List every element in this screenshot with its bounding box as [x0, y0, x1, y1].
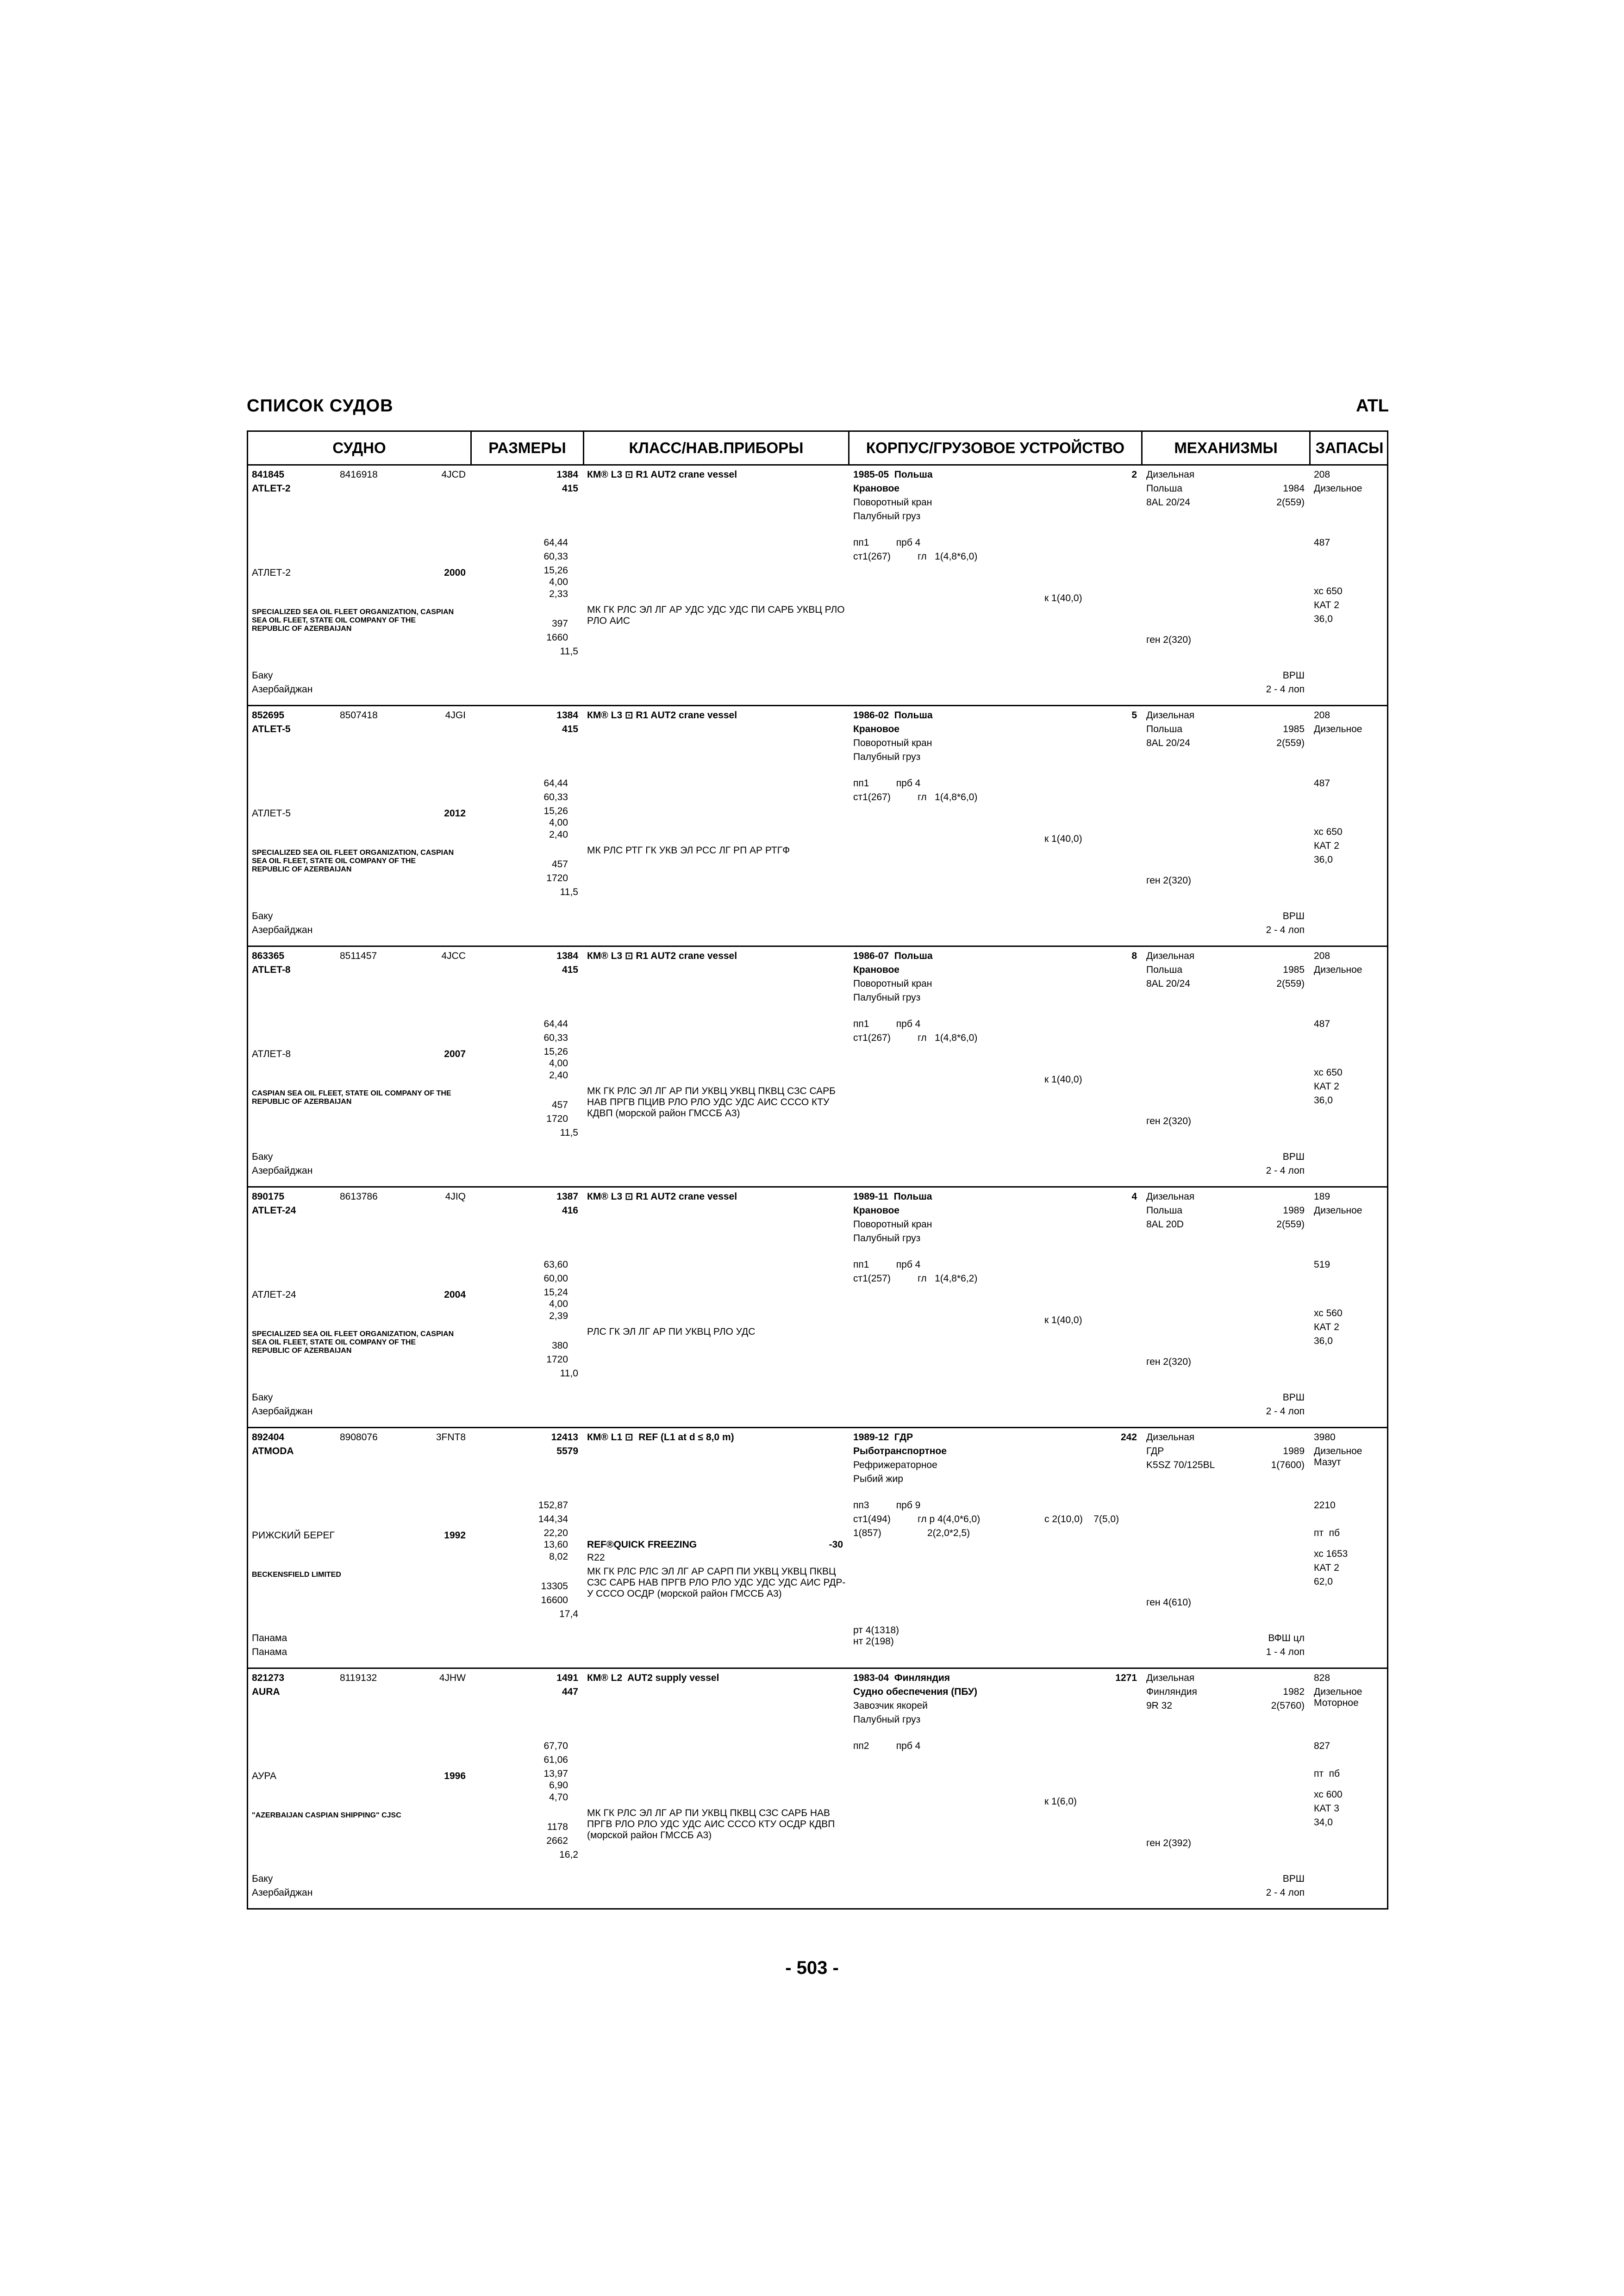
- fuel-capacity: 208: [1314, 469, 1330, 480]
- dim-lbp: 61,06: [543, 1755, 568, 1765]
- dim-length: 64,44: [543, 1019, 568, 1029]
- holds: пп1 прб 4: [853, 1019, 921, 1029]
- engine-power: 2(5760): [1271, 1700, 1305, 1711]
- cargo-2: Палубный груз: [853, 752, 921, 762]
- propeller: ВРШ: [1282, 1873, 1305, 1884]
- water-capacity: 2210: [1314, 1500, 1336, 1511]
- ship-name: AURA: [252, 1686, 280, 1697]
- propeller-blades: 2 - 4 лоп: [1266, 684, 1305, 695]
- crew-accommodation: хс 650: [1314, 1067, 1343, 1078]
- gross-tonnage: 1384: [556, 710, 578, 721]
- gross-tonnage: 1387: [556, 1191, 578, 1202]
- holds-2: ст1(257) гл 1(4,8*6,2): [853, 1273, 978, 1284]
- flag: Азербайджан: [252, 1887, 313, 1898]
- reg-number: 892404: [252, 1432, 285, 1443]
- dim-length: 67,70: [543, 1741, 568, 1751]
- aux-machinery: рт 4(1318) нт 2(198): [853, 1625, 899, 1647]
- crane: к 1(40,0): [1044, 834, 1082, 844]
- crane: к 1(40,0): [1044, 593, 1082, 604]
- home-port: Баку: [252, 670, 273, 681]
- endurance: 36,0: [1314, 854, 1333, 865]
- net-tonnage: 415: [562, 483, 578, 494]
- holds: пп3 прб 9: [853, 1500, 921, 1511]
- home-port: Панама: [252, 1633, 287, 1643]
- engine-power: 2(559): [1276, 738, 1305, 748]
- dim-length: 152,87: [538, 1500, 568, 1511]
- engine-power: 2(559): [1276, 978, 1305, 989]
- imo-number: 8416918: [340, 469, 378, 480]
- engine-model: 8AL 20/24: [1146, 978, 1190, 989]
- col-stores: ЗАПАСЫ: [1315, 439, 1384, 456]
- owner: SPECIALIZED SEA OIL FLEET ORGANIZATION, CASPIAN SEA OIL FLEET, STATE OIL COMPANY OF THE REPUBLIC OF AZERBAIJAN: [252, 1330, 454, 1355]
- speed: 11,0: [560, 1368, 578, 1379]
- fuel-capacity: 189: [1314, 1191, 1330, 1202]
- class-extra: R22: [587, 1552, 605, 1563]
- fuel-type: Дизельное: [1314, 724, 1362, 734]
- owner: SPECIALIZED SEA OIL FLEET ORGANIZATION, CASPIAN SEA OIL FLEET, STATE OIL COMPANY OF THE REPUBLIC OF AZERBAIJAN: [252, 849, 454, 873]
- former-name: АУРА: [252, 1771, 277, 1781]
- ship-name: ATLET-2: [252, 483, 291, 494]
- ship-type: Крановое: [853, 964, 899, 975]
- dim-lbp: 60,33: [543, 551, 568, 562]
- engine-type: Дизельная: [1146, 1191, 1195, 1202]
- engine-year: 1985: [1283, 964, 1305, 975]
- col-dimensions: РАЗМЕРЫ: [488, 439, 566, 456]
- fuel-capacity: 828: [1314, 1673, 1330, 1683]
- imo-number: 8613786: [340, 1191, 378, 1202]
- flag: Панама: [252, 1647, 287, 1657]
- ship-record: [248, 1188, 1387, 1428]
- holds: пп1 прб 4: [853, 1259, 921, 1270]
- cargo-1: Поворотный кран: [853, 1219, 932, 1230]
- former-name: РИЖСКИЙ БЕРЕГ: [252, 1530, 335, 1541]
- col-machinery: МЕХАНИЗМЫ: [1174, 439, 1278, 456]
- engine-year: 1985: [1283, 724, 1305, 734]
- generators: ген 2(320): [1146, 1356, 1192, 1367]
- home-port: Баку: [252, 1151, 273, 1162]
- ship-name: ATLET-8: [252, 964, 291, 975]
- speed: 11,5: [560, 646, 578, 657]
- imo-number: 8511457: [340, 951, 377, 961]
- dim-depth: 13,60: [543, 1539, 568, 1550]
- propeller-blades: 2 - 4 лоп: [1266, 1887, 1305, 1898]
- engine-type: Дизельная: [1146, 951, 1195, 961]
- fuel-type: Дизельное Моторное: [1314, 1686, 1362, 1708]
- ship-name: ATLET-24: [252, 1205, 296, 1216]
- sub-class: REF®QUICK FREEZING: [587, 1539, 697, 1550]
- dim-beam: 15,26: [543, 806, 568, 816]
- call-sign: 4JIQ: [445, 1191, 466, 1202]
- dim-depth: 6,90: [549, 1780, 568, 1791]
- engine-model: K5SZ 70/125BL: [1146, 1460, 1215, 1470]
- dim-depth: 4,00: [549, 577, 568, 587]
- engine-model: 8AL 20/24: [1146, 497, 1190, 508]
- engine-type: Дизельная: [1146, 1432, 1195, 1443]
- class-notation: КМ® L1 ⊡ REF (L1 at d ≤ 8,0 m): [587, 1432, 734, 1443]
- dim-beam: 15,26: [543, 1046, 568, 1057]
- endurance: 62,0: [1314, 1576, 1333, 1587]
- home-port: Баку: [252, 1873, 273, 1884]
- engine-country: Польша: [1146, 1205, 1183, 1216]
- dim-beam: 22,20: [543, 1528, 568, 1538]
- speed: 17,4: [559, 1609, 578, 1619]
- reg-number: 841845: [252, 469, 285, 480]
- home-port: Баку: [252, 911, 273, 921]
- category: КАТ 2: [1314, 1562, 1339, 1573]
- water-capacity: 827: [1314, 1741, 1330, 1751]
- propeller: ВРШ: [1282, 670, 1305, 681]
- cargo-1: Завозчик якорей: [853, 1700, 928, 1711]
- endurance: 34,0: [1314, 1817, 1333, 1828]
- holds-2: ст1(267) гл 1(4,8*6,0): [853, 792, 978, 803]
- engine-year: 1984: [1283, 483, 1305, 494]
- engine-type: Дизельная: [1146, 1673, 1195, 1683]
- hull-number: 1271: [1115, 1673, 1137, 1683]
- generators: ген 2(392): [1146, 1838, 1192, 1848]
- propeller-blades: 2 - 4 лоп: [1266, 925, 1305, 935]
- engine-year: 1989: [1283, 1205, 1305, 1216]
- propeller: ВРШ: [1282, 911, 1305, 921]
- former-name-year: 2000: [444, 567, 466, 578]
- page-title: СПИСОК СУДОВ: [247, 396, 394, 416]
- ship-name: ATMODA: [252, 1446, 294, 1456]
- reg-number: 852695: [252, 710, 285, 721]
- speed: 16,2: [559, 1849, 578, 1860]
- crane: к 1(40,0): [1044, 1074, 1082, 1085]
- dim-draft: 4,70: [549, 1792, 568, 1803]
- ship-name: ATLET-5: [252, 724, 291, 734]
- water-capacity: 487: [1314, 778, 1330, 789]
- class-notation: КМ® L3 ⊡ R1 AUT2 crane vessel: [587, 1191, 737, 1202]
- class-notation: КМ® L3 ⊡ R1 AUT2 crane vessel: [587, 951, 737, 961]
- flag: Азербайджан: [252, 925, 313, 935]
- build-info: 1983-04 Финляндия: [853, 1673, 950, 1683]
- former-name: АТЛЕТ-5: [252, 808, 291, 819]
- cargo-2: Палубный груз: [853, 511, 921, 522]
- cargo-2: Палубный груз: [853, 1714, 921, 1725]
- dim-draft: 8,02: [549, 1551, 568, 1562]
- propeller-blades: 1 - 4 лоп: [1266, 1647, 1305, 1657]
- displacement: 16600: [541, 1595, 568, 1605]
- crew-accommodation: хс 650: [1314, 586, 1343, 597]
- deadweight: 397: [551, 618, 568, 629]
- dim-lbp: 60,00: [543, 1273, 568, 1284]
- former-name-year: 1992: [444, 1530, 466, 1541]
- engine-model: 8AL 20/24: [1146, 738, 1190, 748]
- crane: к 1(6,0): [1044, 1796, 1077, 1807]
- owner: BECKENSFIELD LIMITED: [252, 1571, 341, 1579]
- holds-2: ст1(267) гл 1(4,8*6,0): [853, 551, 978, 562]
- engine-country: ГДР: [1146, 1446, 1164, 1456]
- class-notation: КМ® L3 ⊡ R1 AUT2 crane vessel: [587, 710, 737, 721]
- crew-accommodation: хс 600: [1314, 1789, 1343, 1800]
- call-sign: 4JCC: [441, 951, 466, 961]
- crew-accommodation: хс 650: [1314, 827, 1343, 837]
- engine-country: Финляндия: [1146, 1686, 1197, 1697]
- holds: пп1 прб 4: [853, 778, 921, 789]
- former-name-year: 2012: [444, 808, 466, 819]
- table-header: [248, 432, 1387, 466]
- dim-depth: 4,00: [549, 817, 568, 828]
- dim-beam: 15,24: [543, 1287, 568, 1298]
- endurance: 36,0: [1314, 614, 1333, 624]
- net-tonnage: 5579: [556, 1446, 578, 1456]
- propeller: ВРШ: [1282, 1392, 1305, 1403]
- cargo-1: Поворотный кран: [853, 978, 932, 989]
- nav-equipment: МК ГК РЛС ЭЛ ЛГ АР ПИ УКВЦ УКВЦ ПКВЦ СЗС САРБ НАВ ПРГВ ПЦИВ РЛО РЛО УДС УДС АИС СССО КТУ КДВП (морской район ГМССБ А3): [587, 1086, 836, 1119]
- owner: CASPIAN SEA OIL FLEET, STATE OIL COMPANY OF THE REPUBLIC OF AZERBAIJAN: [252, 1089, 451, 1106]
- ship-record: [248, 947, 1387, 1188]
- dim-length: 63,60: [543, 1259, 568, 1270]
- dim-draft: 2,33: [549, 589, 568, 599]
- dim-depth: 4,00: [549, 1299, 568, 1309]
- generators: ген 4(610): [1146, 1597, 1192, 1608]
- fuel-type: Дизельное: [1314, 483, 1362, 494]
- gross-tonnage: 1384: [556, 951, 578, 961]
- dim-length: 64,44: [543, 537, 568, 548]
- col-hull: КОРПУС/ГРУЗОВОЕ УСТРОЙСТВО: [866, 439, 1125, 456]
- imo-number: 8507418: [340, 710, 378, 721]
- engine-model: 8AL 20D: [1146, 1219, 1184, 1230]
- dim-lbp: 60,33: [543, 792, 568, 803]
- former-name: АТЛЕТ-8: [252, 1049, 291, 1059]
- flag: Азербайджан: [252, 1165, 313, 1176]
- page-number: - 503 -: [785, 1958, 839, 1978]
- deadweight: 457: [551, 859, 568, 870]
- category: КАТ 2: [1314, 1322, 1339, 1332]
- hull-number: 4: [1131, 1191, 1137, 1202]
- home-port: Баку: [252, 1392, 273, 1403]
- build-info: 1989-12 ГДР: [853, 1432, 913, 1443]
- owner: SPECIALIZED SEA OIL FLEET ORGANIZATION, CASPIAN SEA OIL FLEET, STATE OIL COMPANY OF THE REPUBLIC OF AZERBAIJAN: [252, 608, 454, 633]
- class-notation: КМ® L2 AUT2 supply vessel: [587, 1673, 719, 1683]
- build-info: 1989-11 Польша: [853, 1191, 932, 1202]
- ship-type: Рыботранспортное: [853, 1446, 947, 1456]
- engine-power: 2(559): [1276, 497, 1305, 508]
- reg-number: 821273: [252, 1673, 285, 1683]
- engine-type: Дизельная: [1146, 710, 1195, 721]
- fuel-type: Дизельное: [1314, 1205, 1362, 1216]
- cargo-2: Палубный груз: [853, 1233, 921, 1244]
- net-tonnage: 415: [562, 964, 578, 975]
- imo-number: 8119132: [340, 1673, 377, 1683]
- reg-number: 890175: [252, 1191, 285, 1202]
- holds-2: ст1(494) гл р 4(4,0*6,0): [853, 1514, 981, 1524]
- crew-accommodation: хс 1653: [1314, 1549, 1348, 1559]
- displacement: 1720: [546, 1114, 568, 1124]
- dim-draft: 2,40: [549, 829, 568, 840]
- gross-tonnage: 12413: [551, 1432, 578, 1443]
- category: КАТ 2: [1314, 840, 1339, 851]
- nav-equipment: МК ГК РЛС ЭЛ ЛГ АР УДС УДС УДС ПИ САРБ УКВЦ РЛО РЛО АИС: [587, 604, 845, 626]
- gross-tonnage: 1491: [556, 1673, 578, 1683]
- endurance: 36,0: [1314, 1336, 1333, 1346]
- engine-power: 1(7600): [1271, 1460, 1305, 1470]
- category: КАТ 2: [1314, 600, 1339, 610]
- cargo-2: Палубный груз: [853, 992, 921, 1003]
- engine-year: 1982: [1283, 1686, 1305, 1697]
- build-info: 1986-07 Польша: [853, 951, 933, 961]
- dim-draft: 2,40: [549, 1070, 568, 1081]
- flag: Азербайджан: [252, 684, 313, 695]
- hull-number: 2: [1131, 469, 1137, 480]
- dim-draft: 2,39: [549, 1311, 568, 1321]
- reg-number: 863365: [252, 951, 285, 961]
- hull-number: 5: [1131, 710, 1137, 721]
- ship-type: Крановое: [853, 724, 899, 734]
- imo-number: 8908076: [340, 1432, 378, 1443]
- dim-lbp: 144,34: [538, 1514, 568, 1524]
- speed: 11,5: [560, 1127, 578, 1138]
- fuel-capacity: 208: [1314, 710, 1330, 721]
- deadweight: 1178: [547, 1822, 568, 1832]
- category: КАТ 2: [1314, 1081, 1339, 1092]
- hull-number: 242: [1120, 1432, 1137, 1443]
- fuel-capacity: 3980: [1314, 1432, 1336, 1443]
- ship-record: [248, 706, 1387, 947]
- dim-depth: 4,00: [549, 1058, 568, 1069]
- water-capacity: 487: [1314, 1019, 1330, 1029]
- cargo-2: Рыбий жир: [853, 1474, 903, 1484]
- ship-type: Крановое: [853, 483, 899, 494]
- gross-tonnage: 1384: [556, 469, 578, 480]
- crane: к 1(40,0): [1044, 1315, 1082, 1325]
- ship-type: Крановое: [853, 1205, 899, 1216]
- displacement: 1660: [546, 632, 568, 643]
- holds-2: ст1(267) гл 1(4,8*6,0): [853, 1033, 978, 1043]
- engine-year: 1989: [1283, 1446, 1305, 1456]
- engine-type: Дизельная: [1146, 469, 1195, 480]
- cargo-1: Поворотный кран: [853, 497, 932, 508]
- former-name: АТЛЕТ-24: [252, 1289, 296, 1300]
- col-class: КЛАСС/НАВ.ПРИБОРЫ: [629, 439, 804, 456]
- ship-record: [248, 1669, 1387, 1910]
- water-capacity: 487: [1314, 537, 1330, 548]
- engine-model: 9R 32: [1146, 1700, 1173, 1711]
- engine-country: Польша: [1146, 964, 1183, 975]
- fuel-type: Дизельное: [1314, 964, 1362, 975]
- propeller-blades: 2 - 4 лоп: [1266, 1165, 1305, 1176]
- nav-equipment: МК РЛС РТГ ГК УКВ ЭЛ РСС ЛГ РП АР РТГФ: [587, 845, 790, 856]
- propeller: ВРШ: [1282, 1151, 1305, 1162]
- ship-register-table: [247, 430, 1388, 1910]
- build-info: 1985-05 Польша: [853, 469, 933, 480]
- dim-length: 64,44: [543, 778, 568, 789]
- crew-accommodation: хс 560: [1314, 1308, 1343, 1319]
- engine-country: Польша: [1146, 483, 1183, 494]
- net-tonnage: 416: [562, 1205, 578, 1216]
- ship-type: Судно обеспечения (ПБУ): [853, 1686, 977, 1697]
- ship-record: [248, 466, 1387, 706]
- dim-lbp: 60,33: [543, 1033, 568, 1043]
- nav-equipment: РЛС ГК ЭЛ ЛГ АР ПИ УКВЦ РЛО УДС: [587, 1326, 756, 1337]
- call-sign: 4JGI: [445, 710, 466, 721]
- fuel-type: Дизельное Мазут: [1314, 1446, 1362, 1468]
- category: КАТ 3: [1314, 1803, 1339, 1814]
- endurance: 36,0: [1314, 1095, 1333, 1106]
- cargo-gear: с 2(10,0) 7(5,0): [1044, 1514, 1119, 1524]
- call-sign: 4JHW: [439, 1673, 466, 1683]
- ship-record: [248, 1428, 1387, 1669]
- holds: пп1 прб 4: [853, 537, 921, 548]
- net-tonnage: 447: [562, 1686, 578, 1697]
- displacement: 2662: [546, 1836, 568, 1846]
- sub-class-value: -30: [829, 1539, 843, 1550]
- displacement: 1720: [546, 1354, 568, 1365]
- deadweight: 13305: [541, 1581, 568, 1592]
- stores-extra: пт пб: [1314, 1768, 1340, 1779]
- fuel-capacity: 208: [1314, 951, 1330, 961]
- displacement: 1720: [546, 873, 568, 884]
- dim-beam: 15,26: [543, 565, 568, 576]
- former-name-year: 2004: [444, 1289, 466, 1300]
- cargo-1: Рефрижераторное: [853, 1460, 937, 1470]
- page-code: ATL: [1355, 396, 1389, 416]
- holds: пп2 прб 4: [853, 1741, 921, 1751]
- engine-power: 2(559): [1276, 1219, 1305, 1230]
- net-tonnage: 415: [562, 724, 578, 734]
- holds-3: 1(857) 2(2,0*2,5): [853, 1528, 970, 1538]
- deadweight: 380: [551, 1340, 568, 1351]
- deadweight: 457: [551, 1100, 568, 1110]
- class-notation: КМ® L3 ⊡ R1 AUT2 crane vessel: [587, 469, 737, 480]
- former-name: АТЛЕТ-2: [252, 567, 291, 578]
- dim-beam: 13,97: [543, 1768, 568, 1779]
- col-ship: СУДНО: [332, 439, 386, 456]
- generators: ген 2(320): [1146, 1116, 1192, 1126]
- former-name-year: 1996: [444, 1771, 466, 1781]
- cargo-1: Поворотный кран: [853, 738, 932, 748]
- flag: Азербайджан: [252, 1406, 313, 1417]
- call-sign: 3FNT8: [436, 1432, 466, 1443]
- call-sign: 4JCD: [441, 469, 466, 480]
- former-name-year: 2007: [444, 1049, 466, 1059]
- speed: 11,5: [560, 887, 578, 897]
- generators: ген 2(320): [1146, 875, 1192, 886]
- generators: ген 2(320): [1146, 635, 1192, 645]
- propeller-blades: 2 - 4 лоп: [1266, 1406, 1305, 1417]
- nav-equipment: МК ГК РЛС РЛС ЭЛ ЛГ АР САРП ПИ УКВЦ УКВЦ ПКВЦ СЗС САРБ НАВ ПРГВ РЛО РЛО УДС УДС УДС АИС РДР-У СССО ОСДР (морской район ГМССБ А3): [587, 1566, 846, 1599]
- owner: "AZERBAIJAN CASPIAN SHIPPING" CJSC: [252, 1811, 401, 1819]
- engine-country: Польша: [1146, 724, 1183, 734]
- nav-equipment: МК ГК РЛС ЭЛ ЛГ АР ПИ УКВЦ ПКВЦ СЗС САРБ НАВ ПРГВ РЛО РЛО УДС УДС АИС СССО КТУ ОСДР КДВП (морской район ГМССБ А3): [587, 1808, 835, 1841]
- propeller: ВФШ цл: [1268, 1633, 1305, 1643]
- water-capacity: 519: [1314, 1259, 1330, 1270]
- build-info: 1986-02 Польша: [853, 710, 933, 721]
- hull-number: 8: [1131, 951, 1137, 961]
- stores-extra: пт пб: [1314, 1528, 1340, 1538]
